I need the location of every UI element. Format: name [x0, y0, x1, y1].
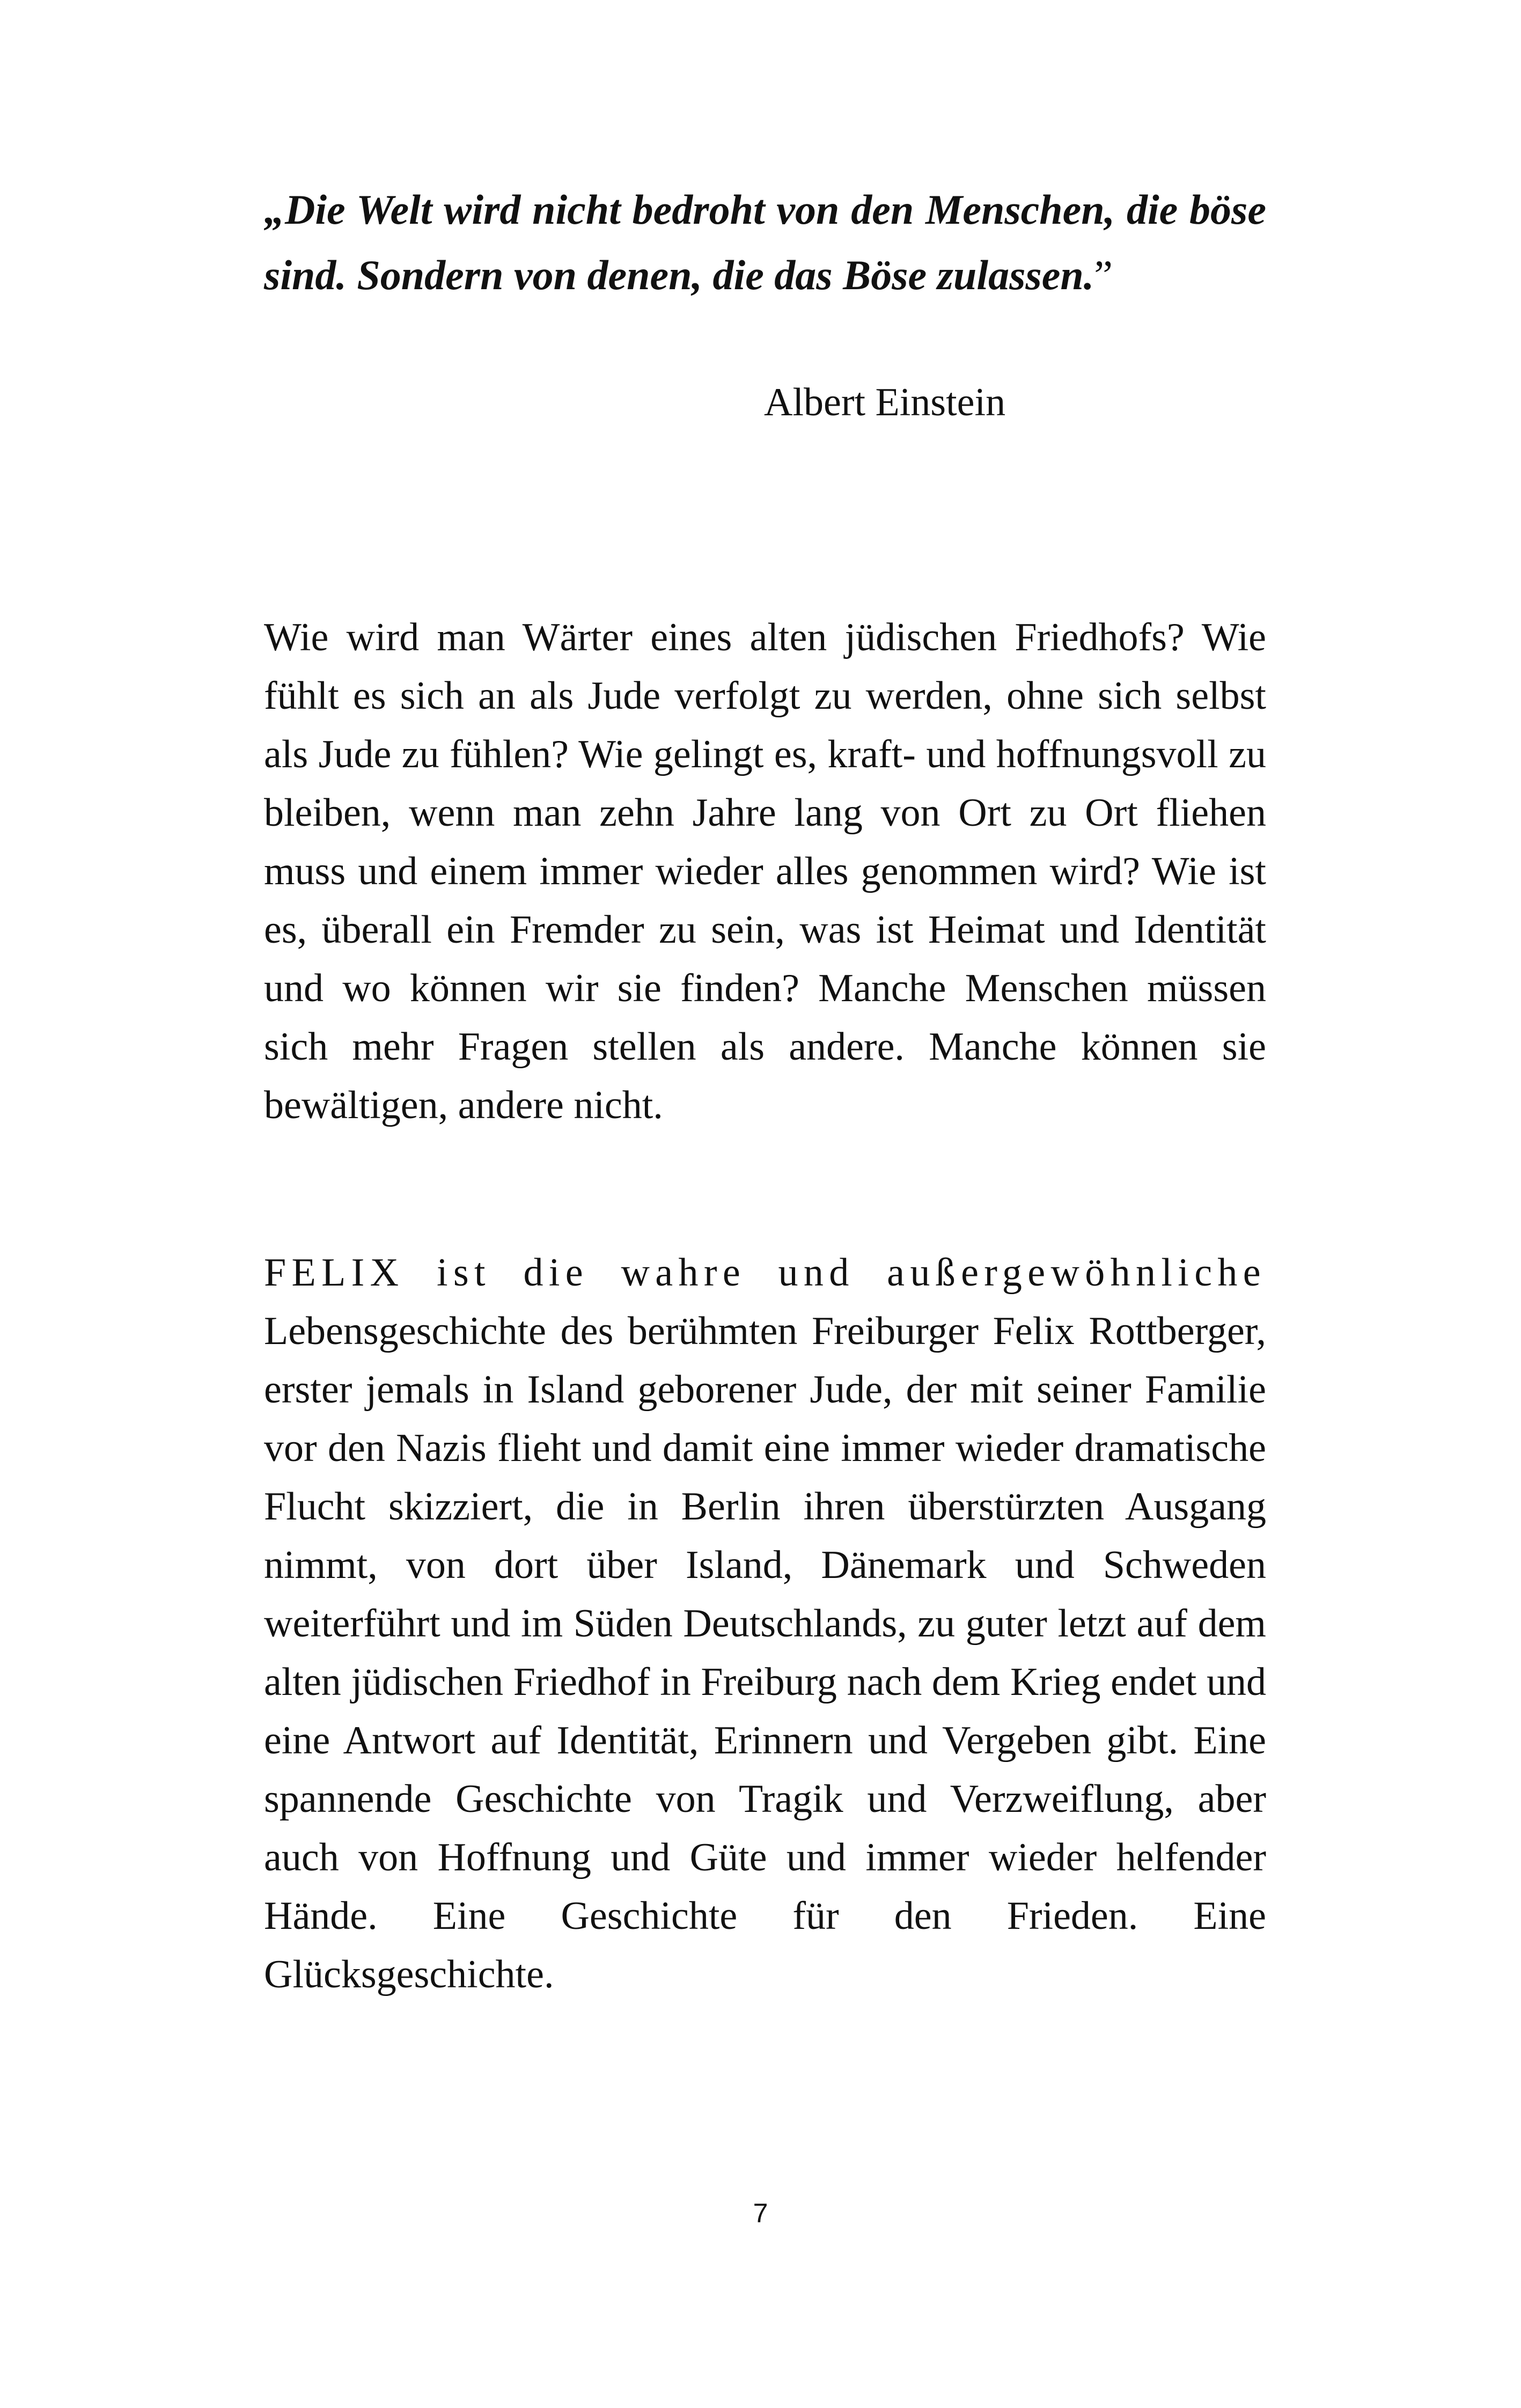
intro-paragraph: Wie wird man Wärter eines alten jüdischen Friedhofs? Wie fühlt es sich an als Jude verfolgt zu werden, ohne sich selbst als Jude zu fühlen? Wie gelingt es, kraft- und hoffnungsvoll zu bleiben, wenn man zehn Jahre lang von Ort zu Ort fliehen muss und einem immer wieder alles genommen wird? Wie ist es, überall ein Fremder zu sein, was ist Heimat und Identität und wo können wir sie finden? Manche Menschen müssen sich mehr Fragen stellen als andere. Manche können sie bewältigen, andere nicht.	[264, 615, 1266, 1127]
page-number: 7	[753, 2198, 768, 2228]
summary-text: Lebensgeschichte des berühmten Freiburger Felix Rottberger, erster jemals in Island geborener Jude, der mit seiner Familie vor den Nazis flieht und damit eine immer wieder dramatische Flucht skizziert, die in Berlin ihren überstürzten Ausgang nimmt, von dort über Island, Dänemark und Schweden weiterführt und im Süden Deutschlands, zu guter letzt auf dem alten jüdischen Friedhof in Freiburg nach dem Krieg endet und eine Antwort auf Identität, Erinnern und Vergeben gibt. Eine spannende Geschichte von Tragik und Verzweiflung, aber auch von Hoffnung und Güte und immer wieder helfender Hände. Eine Geschichte für den Frieden. Eine Glücksgeschichte.	[264, 1309, 1266, 1996]
quote-text: Die Welt wird nicht bedroht von den Menschen, die böse sind. Sondern von denen, die das Böse zulassen.	[264, 186, 1266, 298]
summary-lead-line: FELIX ist die wahre und außergewöhnliche	[264, 1251, 1266, 1295]
summary-paragraph	[264, 1244, 1266, 2004]
quote-attribution: Albert Einstein	[764, 380, 1006, 424]
closing-quote-mark: ”	[1094, 252, 1113, 298]
epigraph-quote	[264, 177, 1266, 308]
opening-quote-mark: „	[264, 186, 285, 233]
